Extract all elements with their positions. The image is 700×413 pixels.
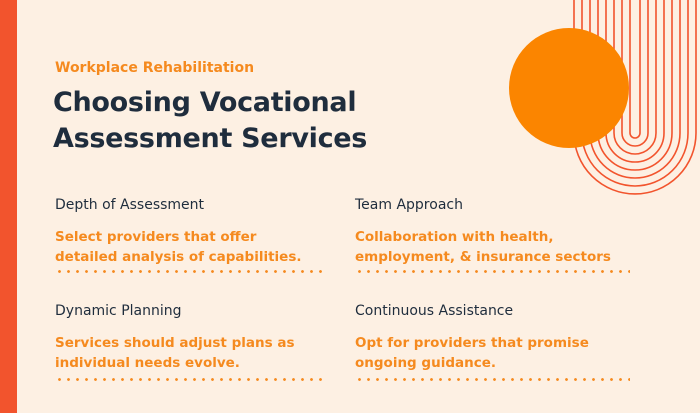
page-title (53, 85, 367, 157)
item-description (55, 227, 335, 267)
item-dynamic-planning (55, 303, 335, 373)
dotted-divider (55, 378, 327, 381)
item-team-approach (355, 197, 635, 267)
left-accent-bar (0, 0, 17, 413)
description-line: detailed analysis of capabilities. (55, 249, 302, 265)
item-heading: Continuous Assistance (355, 303, 514, 319)
title-line: Assessment Services (53, 123, 368, 154)
item-heading: Dynamic Planning (55, 303, 182, 319)
item-description (355, 333, 635, 373)
item-description (55, 333, 335, 373)
item-continuous-assistance (355, 303, 635, 373)
dotted-divider (355, 270, 630, 273)
description-line: Select providers that offer (55, 229, 257, 245)
item-heading: Team Approach (355, 197, 463, 213)
item-depth-of-assessment (55, 197, 335, 267)
arch-line (630, 0, 640, 138)
description-line: employment, & insurance sectors (355, 249, 611, 265)
dotted-divider (355, 378, 630, 381)
description-line: individual needs evolve. (55, 355, 240, 371)
orange-circle (509, 28, 629, 148)
dotted-divider (55, 270, 327, 273)
title-line: Choosing Vocational (53, 87, 357, 118)
decorative-arches-graphic (500, 0, 700, 200)
description-line: Opt for providers that promise (355, 335, 589, 351)
description-line: Collaboration with health, (355, 229, 554, 245)
item-heading: Depth of Assessment (55, 197, 205, 213)
eyebrow-label: Workplace Rehabilitation (55, 60, 255, 76)
item-description (355, 227, 635, 267)
description-line: ongoing guidance. (355, 355, 496, 371)
description-line: Services should adjust plans as (55, 335, 295, 351)
